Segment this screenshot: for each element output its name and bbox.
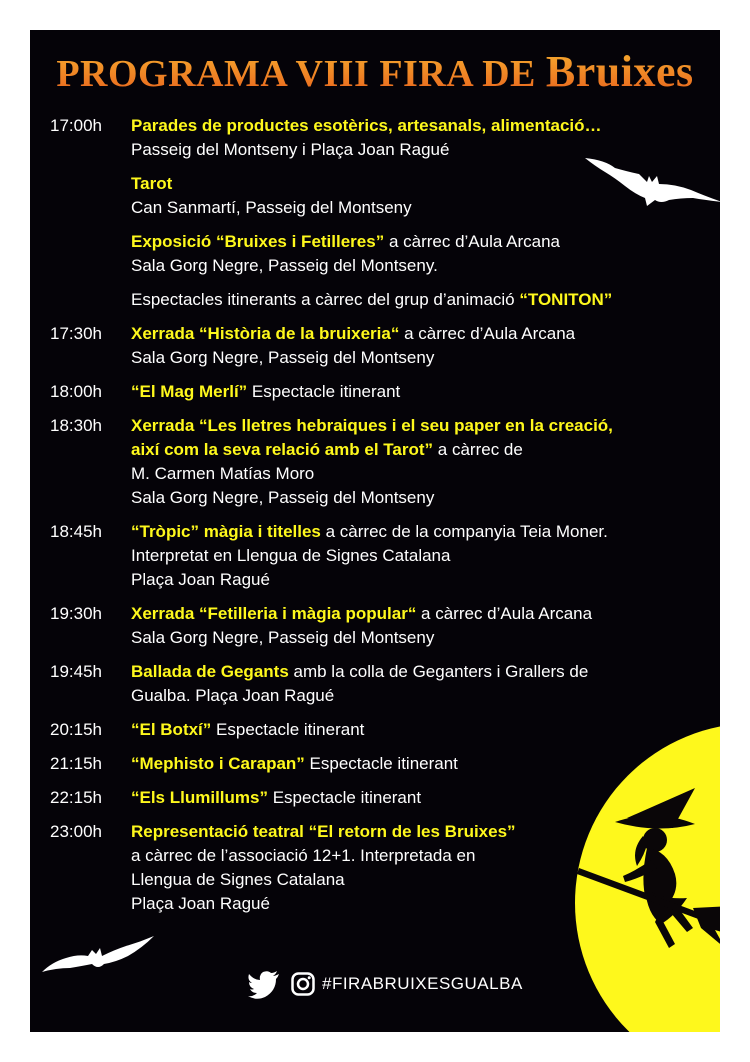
entry-line — [131, 346, 710, 370]
entry-highlight-text: Xerrada “Història de la bruixeria“ — [131, 324, 400, 343]
schedule-entry — [50, 230, 710, 278]
entry-text: Espectacles itinerants a càrrec del grup d’animació — [131, 290, 520, 309]
entry-highlight-text: Parades de productes esotèrics, artesanals, alimentació… — [131, 116, 602, 135]
entry-highlight-text: Xerrada “Les lletres hebraiques i el seu paper en la creació, — [131, 416, 613, 435]
entry-line — [131, 718, 710, 742]
entry-text: Plaça Joan Ragué — [131, 894, 270, 913]
schedule-entry — [50, 660, 710, 708]
entry-time: 23:00h — [50, 822, 102, 841]
entry-text: Plaça Joan Ragué — [131, 570, 270, 589]
entry-text: a càrrec de — [433, 440, 523, 459]
entry-line — [131, 172, 710, 196]
instagram-icon[interactable] — [291, 972, 315, 996]
entry-line — [131, 544, 710, 568]
twitter-icon[interactable] — [248, 971, 280, 999]
title-emphasis: Bruixes — [545, 47, 694, 96]
entry-time: 18:00h — [50, 382, 102, 401]
entry-text: Sala Gorg Negre, Passeig del Montseny. — [131, 256, 438, 275]
schedule-entry — [50, 414, 710, 510]
schedule-entry — [50, 752, 710, 776]
schedule-entry — [50, 820, 710, 916]
schedule-entry — [50, 288, 710, 312]
entry-line — [131, 684, 710, 708]
schedule-list — [50, 114, 710, 916]
entry-text: Espectacle itinerant — [247, 382, 401, 401]
entry-line — [131, 752, 710, 776]
schedule-entry — [50, 114, 710, 162]
entry-line — [131, 138, 710, 162]
entry-text: Sala Gorg Negre, Passeig del Montseny — [131, 348, 435, 367]
entry-text: M. Carmen Matías Moro — [131, 464, 315, 483]
entry-line — [131, 892, 710, 916]
entry-time: 22:15h — [50, 788, 102, 807]
entry-text: Llengua de Signes Catalana — [131, 870, 345, 889]
entry-text: a càrrec de la companyia Teia Moner. — [320, 522, 608, 541]
entry-time: 19:30h — [50, 604, 102, 623]
schedule-entry — [50, 322, 710, 370]
entry-highlight-text: Xerrada “Fetilleria i màgia popular“ — [131, 604, 417, 623]
entry-text: Espectacle itinerant — [304, 754, 458, 773]
entry-line — [131, 660, 710, 684]
entry-highlight-text: “Els Llumillums” — [131, 788, 268, 807]
entry-line — [131, 230, 710, 254]
entry-highlight-text: “Tròpic” màgia i titelles — [131, 522, 321, 541]
schedule-entry — [50, 602, 710, 650]
entry-line — [131, 486, 710, 510]
schedule-entry — [50, 520, 710, 592]
entry-text: a càrrec d’Aula Arcana — [384, 232, 560, 251]
entry-text: a càrrec de l’associació 12+1. Interpretada en — [131, 846, 476, 865]
entry-line — [131, 868, 710, 892]
entry-text: Gualba. Plaça Joan Ragué — [131, 686, 335, 705]
entry-time: 20:15h — [50, 720, 102, 739]
entry-highlight-text: Exposició “Bruixes i Fetilleres” — [131, 232, 385, 251]
entry-time: 18:45h — [50, 522, 102, 541]
entry-text: Can Sanmartí, Passeig del Montseny — [131, 198, 412, 217]
hashtag[interactable]: #FIRABRUIXESGUALBA — [322, 974, 523, 993]
entry-text: Interpretat en Llengua de Signes Catalana — [131, 546, 451, 565]
entry-line — [131, 602, 710, 626]
entry-line — [131, 414, 710, 438]
entry-line — [131, 438, 710, 462]
entry-line — [131, 380, 710, 404]
entry-highlight-text: “El Botxí” — [131, 720, 212, 739]
entry-text: a càrrec d’Aula Arcana — [399, 324, 576, 343]
entry-text: Espectacle itinerant — [267, 788, 422, 807]
page-title — [30, 46, 720, 97]
entry-line — [131, 196, 710, 220]
poster — [30, 30, 720, 1032]
entry-line — [131, 786, 710, 810]
entry-line — [131, 254, 710, 278]
entry-text: Espectacle itinerant — [211, 720, 365, 739]
entry-text: Sala Gorg Negre, Passeig del Montseny — [131, 628, 435, 647]
entry-highlight-text: Representació teatral “El retorn de les Bruixes” — [131, 822, 516, 841]
entry-text: Passeig del Montseny i Plaça Joan Ragué — [131, 140, 450, 159]
entry-line — [131, 520, 710, 544]
entry-line — [131, 322, 710, 346]
footer — [30, 965, 720, 1005]
schedule-entry — [50, 172, 710, 220]
entry-highlight-text: així com la seva relació amb el Tarot” — [131, 440, 434, 459]
entry-highlight-text: “Mephisto i Carapan” — [131, 754, 305, 773]
schedule-entry — [50, 718, 710, 742]
entry-highlight-text: Tarot — [131, 174, 173, 193]
entry-text: a càrrec d’Aula Arcana — [416, 604, 593, 623]
entry-line — [131, 568, 710, 592]
title-prefix: PROGRAMA VIII FIRA DE — [56, 53, 546, 95]
entry-time: 18:30h — [50, 416, 102, 435]
entry-time: 21:15h — [50, 754, 102, 773]
entry-line — [131, 626, 710, 650]
entry-line — [131, 462, 710, 486]
entry-line — [131, 820, 710, 844]
entry-highlight-text: “TONITON” — [519, 290, 613, 309]
entry-text: Sala Gorg Negre, Passeig del Montseny — [131, 488, 435, 507]
entry-highlight-text: Ballada de Gegants — [131, 662, 289, 681]
entry-line — [131, 844, 710, 868]
entry-line — [131, 288, 710, 312]
entry-line — [131, 114, 710, 138]
entry-time: 17:30h — [50, 324, 102, 343]
schedule-entry — [50, 786, 710, 810]
entry-text: amb la colla de Geganters i Grallers de — [288, 662, 589, 681]
schedule-entry — [50, 380, 710, 404]
entry-time: 19:45h — [50, 662, 102, 681]
entry-time: 17:00h — [50, 116, 102, 135]
entry-highlight-text: “El Mag Merlí” — [131, 382, 248, 401]
